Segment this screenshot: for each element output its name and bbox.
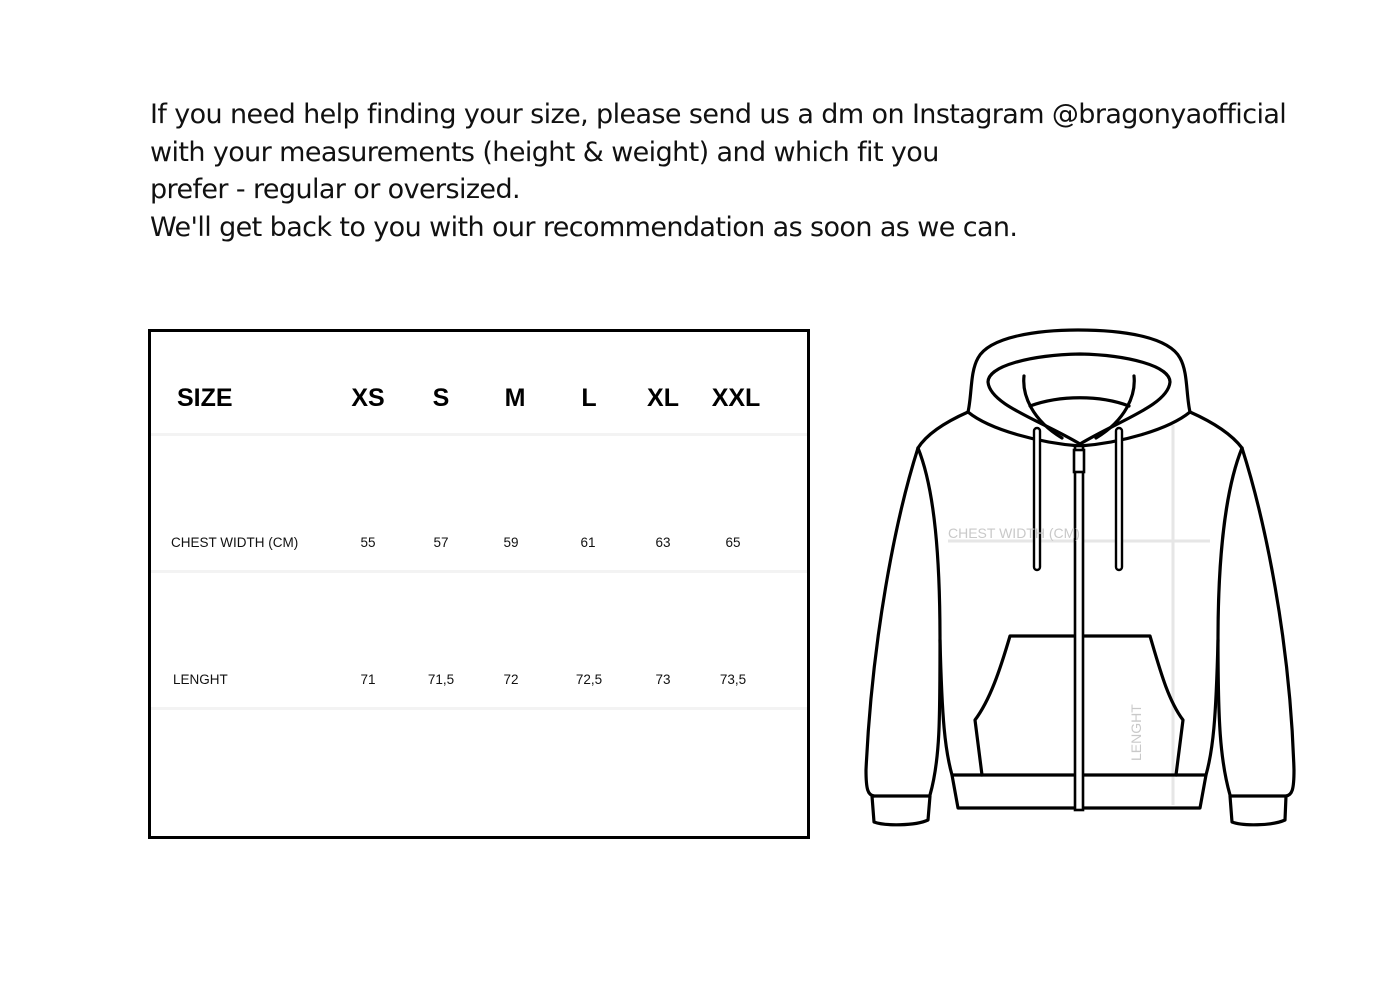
length-m: 72 bbox=[503, 672, 519, 687]
chest-m: 59 bbox=[503, 535, 519, 550]
size-header-row bbox=[151, 384, 807, 420]
length-xl: 73 bbox=[655, 672, 671, 687]
length-l: 72,5 bbox=[575, 672, 603, 687]
size-header-label: SIZE bbox=[177, 384, 233, 412]
chest-width-guide-label: CHEST WIDTH (CM) bbox=[948, 525, 1080, 541]
chest-xs: 55 bbox=[360, 535, 376, 550]
length-s: 71,5 bbox=[427, 672, 455, 687]
size-xxl: XXL bbox=[711, 384, 761, 412]
size-s: S bbox=[432, 384, 450, 412]
row-divider bbox=[151, 707, 807, 710]
size-xs: XS bbox=[351, 384, 385, 412]
row-label-chest-width: CHEST WIDTH (CM) bbox=[171, 535, 299, 550]
intro-line-3: prefer - regular or oversized. bbox=[150, 174, 520, 205]
intro-line-4: We'll get back to you with our recommendation as soon as we can. bbox=[150, 211, 1018, 243]
row-divider bbox=[151, 570, 807, 573]
size-chart-table bbox=[148, 329, 810, 839]
length-guide-label: LENGHT bbox=[1128, 704, 1144, 761]
chest-l: 61 bbox=[580, 535, 596, 550]
table-row bbox=[151, 535, 807, 553]
intro-line-1: If you need help finding your size, please send us a dm on Instagram @bragonyaofficial bbox=[150, 99, 1287, 130]
length-xxl: 73,5 bbox=[719, 672, 747, 687]
row-divider bbox=[151, 433, 807, 436]
row-label-length: LENGHT bbox=[173, 672, 228, 687]
intro-line-2: with your measurements (height & weight) and which fit you bbox=[150, 136, 939, 168]
chest-s: 57 bbox=[433, 535, 449, 550]
zip-hoodie-illustration bbox=[860, 325, 1300, 835]
length-xs: 71 bbox=[360, 672, 376, 687]
table-row bbox=[151, 672, 807, 690]
size-help-text bbox=[150, 96, 1350, 246]
zip-hoodie-icon bbox=[860, 325, 1300, 835]
chest-xxl: 65 bbox=[725, 535, 741, 550]
chest-xl: 63 bbox=[655, 535, 671, 550]
size-xl: XL bbox=[647, 384, 679, 412]
size-l: L bbox=[581, 384, 597, 412]
size-m: M bbox=[504, 384, 526, 412]
